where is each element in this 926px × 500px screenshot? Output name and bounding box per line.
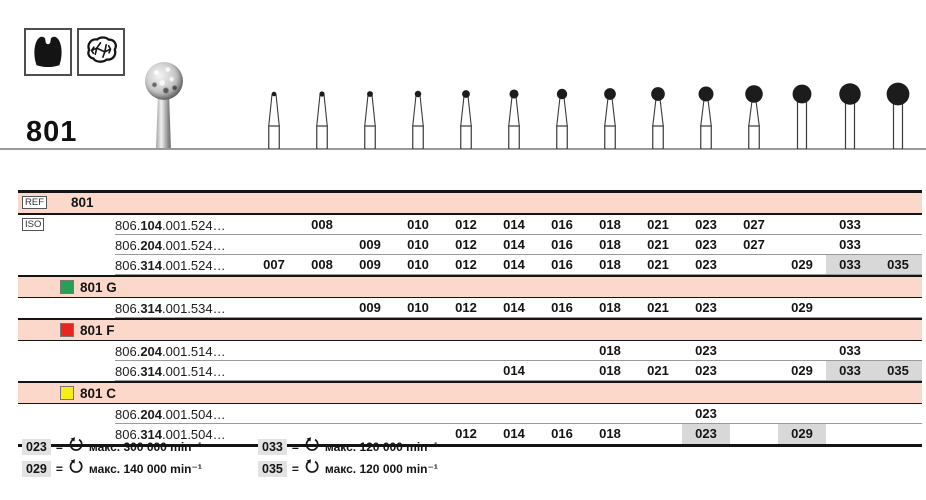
size-cell-018: 018 (599, 257, 621, 272)
size-cell-023: 023 (695, 217, 717, 232)
bur-figure-027 (730, 69, 778, 149)
size-cell-014 (490, 341, 538, 361)
legend-speed-text: макс. 140 000 min⁻¹ (88, 462, 202, 476)
occlusal-pictogram-box (77, 28, 125, 76)
size-cell-016 (538, 341, 586, 361)
size-cell-029 (778, 235, 826, 255)
size-cell-035: 035 (874, 255, 922, 275)
size-cell-010: 010 (407, 300, 429, 315)
code-cell (18, 298, 250, 318)
legend-item (258, 436, 438, 458)
size-cell-007 (250, 404, 298, 424)
iso-code: 806.314.001.504… (115, 426, 226, 442)
iso-code-row (18, 298, 922, 318)
ref-value: 801 (71, 195, 94, 210)
group-color-square (60, 323, 74, 337)
size-cell-010 (394, 404, 442, 424)
size-cell-008: 008 (311, 217, 333, 232)
size-cell-009: 009 (359, 257, 381, 272)
legend-size-badge: 023 (22, 439, 51, 455)
size-cell-033: 033 (826, 361, 874, 381)
size-cell-009: 009 (359, 237, 381, 252)
group-name: 801 G (80, 279, 117, 295)
size-cell-035 (874, 404, 922, 424)
bur-figure-029 (778, 69, 826, 149)
legend-size-badge: 035 (258, 461, 287, 477)
iso-code: 806.314.001.514… (115, 363, 226, 379)
size-cell-021 (634, 404, 682, 424)
iso-code: 806.104.001.524… (115, 217, 226, 233)
size-cell-021: 021 (647, 300, 669, 315)
group-header-row (18, 381, 922, 404)
size-cell-027 (730, 424, 778, 444)
size-cell-027 (730, 255, 778, 275)
tooth-cavity-icon (29, 31, 67, 74)
size-cell-029: 029 (791, 363, 813, 378)
rotation-speed-icon (68, 459, 84, 479)
size-cell-029: 029 (791, 257, 813, 272)
size-cell-016: 016 (551, 257, 573, 272)
size-cell-008: 008 (311, 257, 333, 272)
group-name: 801 C (80, 385, 117, 401)
size-cell-021 (634, 341, 682, 361)
size-cell-035 (874, 424, 922, 444)
size-cell-016: 016 (551, 237, 573, 252)
size-cell-009 (346, 404, 394, 424)
iso-code: 806.314.001.524… (115, 257, 226, 273)
iso-code-row (18, 404, 922, 424)
size-cell-016 (538, 361, 586, 381)
catalog-table (18, 190, 922, 447)
code-cell (18, 215, 250, 235)
size-cell-035: 035 (874, 361, 922, 381)
size-cell-021: 021 (647, 257, 669, 272)
size-cell-010: 010 (407, 237, 429, 252)
size-cell-007 (250, 215, 298, 235)
size-cell-014: 014 (503, 217, 525, 232)
group-color-square (60, 280, 74, 294)
bur-figure-018 (586, 69, 634, 149)
size-cell-027: 027 (743, 217, 765, 232)
iso-code-row (18, 255, 922, 275)
size-cell-035 (874, 341, 922, 361)
size-cell-033: 033 (839, 217, 861, 232)
size-cell-018: 018 (599, 363, 621, 378)
size-cell-018: 018 (599, 343, 621, 358)
size-cell-029 (778, 341, 826, 361)
legend-size-badge: 029 (22, 461, 51, 477)
iso-code: 806.314.001.534… (115, 300, 226, 316)
size-cell-029 (778, 215, 826, 235)
bur-figure-007 (250, 69, 298, 149)
legend-speed-text: макс. 120 000 min⁻¹ (324, 440, 438, 454)
iso-code: 806.204.001.514… (115, 343, 226, 359)
rotation-speed-icon (304, 437, 320, 457)
group-label (18, 280, 922, 295)
size-cell-007 (250, 341, 298, 361)
size-cell-007 (250, 361, 298, 381)
legend-item (22, 436, 258, 458)
size-cell-033 (826, 298, 874, 318)
occlusal-surface-icon (82, 31, 120, 74)
size-cell-027: 027 (743, 237, 765, 252)
bur-figure-033 (826, 69, 874, 149)
size-cell-018: 018 (599, 300, 621, 315)
rotation-speed-icon (68, 437, 84, 457)
iso-code: 806.204.001.524… (115, 237, 226, 253)
iso-code-row (18, 235, 922, 255)
size-cell-027 (730, 298, 778, 318)
group-label (18, 323, 922, 338)
size-cell-009 (346, 341, 394, 361)
size-cell-009: 009 (359, 300, 381, 315)
rotation-speed-icon (304, 459, 320, 479)
bur-figure-023 (682, 69, 730, 149)
group-name: 801 F (80, 322, 115, 338)
size-cell-014: 014 (503, 363, 525, 378)
size-cell-014: 014 (503, 257, 525, 272)
size-cell-033 (826, 424, 874, 444)
size-cell-014: 014 (503, 426, 525, 441)
iso-tag: ISO (22, 218, 44, 231)
legend-size-badge: 033 (258, 439, 287, 455)
size-cell-035 (874, 298, 922, 318)
size-cell-010 (394, 361, 442, 381)
size-cell-016 (538, 404, 586, 424)
size-cell-023: 023 (695, 363, 717, 378)
size-cell-021: 021 (647, 237, 669, 252)
size-cell-007 (250, 235, 298, 255)
size-cell-014: 014 (503, 300, 525, 315)
cavity-pictogram-box (24, 28, 72, 76)
size-cell-018: 018 (599, 217, 621, 232)
iso-code-row (18, 361, 922, 381)
size-cell-033: 033 (826, 255, 874, 275)
bur-figure-021 (634, 69, 682, 149)
size-cell-010 (394, 341, 442, 361)
bur-silhouette-row (250, 69, 922, 149)
size-cell-012 (442, 341, 490, 361)
size-cell-027 (730, 341, 778, 361)
speed-legend (22, 436, 438, 480)
size-cell-010: 010 (407, 257, 429, 272)
size-cell-033: 033 (839, 237, 861, 252)
size-cell-018: 018 (599, 426, 621, 441)
size-cell-021: 021 (647, 217, 669, 232)
group-header-row (18, 318, 922, 341)
size-cell-012: 012 (455, 217, 477, 232)
code-cell (18, 255, 250, 275)
size-cell-021 (634, 424, 682, 444)
equals-sign: = (291, 440, 299, 454)
size-cell-018: 018 (599, 237, 621, 252)
size-cell-027 (730, 404, 778, 424)
legend-item (258, 458, 438, 480)
size-cell-012 (442, 361, 490, 381)
equals-sign: = (55, 440, 63, 454)
code-cell (18, 341, 250, 361)
bur-photo-shank (156, 98, 171, 149)
size-cell-010: 010 (407, 217, 429, 232)
size-cell-012: 012 (455, 237, 477, 252)
bur-figure-010 (394, 69, 442, 149)
bur-figure-035 (874, 69, 922, 149)
equals-sign: = (55, 462, 63, 476)
legend-speed-text: макс. 300 000 min⁻¹ (88, 440, 202, 454)
equals-sign: = (291, 462, 299, 476)
size-cell-016: 016 (551, 217, 573, 232)
size-cell-012: 012 (455, 426, 477, 441)
size-cell-033 (826, 404, 874, 424)
group-header-row (18, 275, 922, 298)
code-cell (18, 404, 250, 424)
bur-figure-016 (538, 69, 586, 149)
size-cell-008 (298, 341, 346, 361)
group-label (18, 386, 922, 401)
size-cell-023: 023 (695, 406, 717, 421)
size-cell-035 (874, 215, 922, 235)
size-cell-012: 012 (455, 300, 477, 315)
bur-figure-008 (298, 69, 346, 149)
iso-code: 806.204.001.504… (115, 406, 226, 422)
iso-code-row (18, 215, 922, 235)
size-cell-008 (298, 235, 346, 255)
bur-figure-009 (346, 69, 394, 149)
code-cell (18, 361, 250, 381)
size-cell-007 (250, 298, 298, 318)
code-cell (18, 235, 250, 255)
product-number: 801 (26, 116, 78, 148)
bur-figure-014 (490, 69, 538, 149)
size-cell-016: 016 (551, 426, 573, 441)
size-cell-016: 016 (551, 300, 573, 315)
size-cell-023: 023 (695, 257, 717, 272)
size-cell-008 (298, 404, 346, 424)
ref-tag: REF (22, 196, 47, 209)
group-color-square (60, 386, 74, 400)
size-cell-012: 012 (455, 257, 477, 272)
size-cell-023: 023 (695, 237, 717, 252)
size-cell-021: 021 (647, 363, 669, 378)
size-cell-023: 023 (682, 424, 730, 444)
size-cell-014: 014 (503, 237, 525, 252)
size-cell-035 (874, 235, 922, 255)
ref-label-cell (18, 193, 922, 213)
size-cell-033: 033 (839, 343, 861, 358)
size-cell-009 (346, 361, 394, 381)
bur-figure-012 (442, 69, 490, 149)
size-cell-014 (490, 404, 538, 424)
size-cell-009 (346, 215, 394, 235)
size-cell-029: 029 (778, 424, 826, 444)
size-cell-008 (298, 361, 346, 381)
size-cell-012 (442, 404, 490, 424)
size-cell-008 (298, 298, 346, 318)
size-cell-007: 007 (263, 257, 285, 272)
size-cell-029: 029 (791, 300, 813, 315)
legend-item (22, 458, 258, 480)
size-cell-027 (730, 361, 778, 381)
legend-speed-text: макс. 120 000 min⁻¹ (324, 462, 438, 476)
iso-code-row (18, 341, 922, 361)
size-cell-029 (778, 404, 826, 424)
size-cell-018 (586, 404, 634, 424)
size-cell-023: 023 (695, 300, 717, 315)
table-ref-header-row (18, 193, 922, 215)
bur-photo-ball (145, 62, 183, 100)
size-cell-023: 023 (695, 343, 717, 358)
